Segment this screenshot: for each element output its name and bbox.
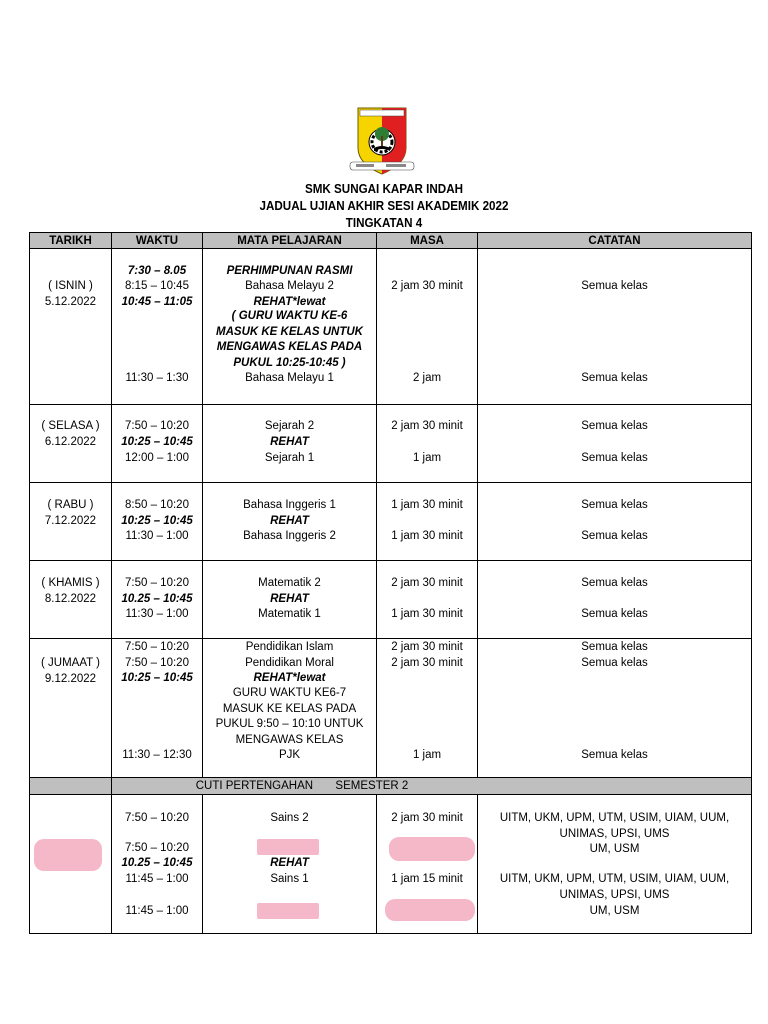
duration: 1 jam	[412, 452, 442, 464]
note: Semua kelas	[581, 372, 648, 384]
invigilation-note: GURU WAKTU KE6-7 MASUK KE KELAS PADA PUKUL 9:50 – 10:10 UNTUK MENGAWAS KELAS	[215, 687, 364, 746]
redaction-mark	[257, 839, 319, 855]
break-label: REHAT*lewat	[253, 672, 326, 684]
duration: 1 jam 30 minit	[391, 608, 463, 620]
invigilation-note: ( GURU WAKTU KE-6 MASUK KE KELAS UNTUK MENGAWAS KELAS PADA PUKUL 10:25-10:45 )	[216, 310, 363, 369]
day-label: ( ISNIN )	[48, 280, 93, 292]
subject: Bahasa Melayu 1	[245, 372, 334, 384]
duration: 2 jam 30 minit	[391, 641, 463, 653]
duration: 2 jam 30 minit	[391, 577, 463, 589]
subject: Sejarah 2	[264, 420, 315, 432]
duration: 2 jam 30 minit	[391, 657, 463, 669]
note: Semua kelas	[581, 420, 648, 432]
subject: Sains 1	[270, 873, 309, 885]
time-slot: 11:30 – 12:30	[122, 749, 192, 761]
duration: 1 jam 30 minit	[391, 499, 463, 511]
time-slot: 10.25 – 10:45	[121, 593, 193, 605]
table-row	[30, 561, 752, 639]
time-slot: 7:50 – 10:20	[125, 641, 189, 653]
duration: 1 jam 15 minit	[391, 873, 463, 885]
time-slot: 8:15 – 10:45	[125, 280, 189, 292]
break-label: REHAT	[270, 857, 309, 869]
time-slot: 11:30 – 1:30	[125, 372, 189, 384]
note: Semua kelas	[581, 452, 648, 464]
school-name: SMK SUNGAI KAPAR INDAH	[304, 182, 464, 196]
day-label: ( KHAMIS )	[41, 577, 100, 589]
subject: Matematik 2	[258, 577, 321, 589]
date-label: 5.12.2022	[44, 296, 97, 308]
holiday-label: CUTI PERTENGAHAN SEMESTER 2	[195, 780, 409, 792]
date-label: 9.12.2022	[44, 673, 97, 685]
column-header: TARIKH	[30, 233, 112, 249]
time-slot: 11:45 – 1:00	[125, 873, 189, 885]
day-label: ( JUMAAT )	[41, 657, 100, 669]
time-slot: 7:50 – 10:20	[125, 577, 189, 589]
break-label: REHAT*lewat	[253, 296, 326, 308]
time-slot: 10:45 – 11:05	[121, 296, 193, 308]
table-row	[30, 483, 752, 561]
table-row	[30, 639, 752, 778]
redaction-mark	[34, 839, 102, 871]
note: Semua kelas	[581, 577, 648, 589]
subject: Bahasa Inggeris 2	[243, 530, 336, 542]
exam-title: JADUAL UJIAN AKHIR SESI AKADEMIK 2022	[259, 199, 509, 213]
duration: 2 jam 30 minit	[391, 812, 463, 824]
holiday-row	[30, 778, 752, 795]
form-level: TINGKATAN 4	[345, 216, 423, 230]
subject: Pendidikan Moral	[245, 657, 334, 669]
day-label: ( RABU )	[47, 499, 94, 511]
time-slot: 10.25 – 10:45	[121, 857, 193, 869]
table-row	[30, 405, 752, 483]
subject: PERHIMPUNAN RASMI	[226, 265, 353, 277]
date-label: 8.12.2022	[44, 593, 97, 605]
column-header: WAKTU	[112, 233, 203, 249]
subject: Sejarah 1	[264, 452, 315, 464]
table-header-row	[30, 233, 752, 249]
subject: Sains 2	[270, 812, 309, 824]
university-list: UITM, UKM, UPM, UTM, USIM, UIAM, UUM, UNIMAS, UPSI, UMS	[499, 873, 730, 901]
time-slot: 7:30 – 8.05	[127, 265, 187, 277]
redaction-mark	[389, 837, 475, 861]
exam-schedule-table	[29, 232, 752, 934]
university-list: UM, USM	[589, 843, 640, 855]
time-slot: 10:25 – 10:45	[121, 515, 193, 527]
duration: 2 jam 30 minit	[391, 420, 463, 432]
subject: Bahasa Inggeris 1	[243, 499, 336, 511]
subject: Bahasa Melayu 2	[245, 280, 334, 292]
note: Semua kelas	[581, 641, 648, 653]
time-slot: 7:50 – 10:20	[125, 657, 189, 669]
note: Semua kelas	[581, 657, 648, 669]
time-slot: 7:50 – 10:20	[125, 842, 189, 854]
time-slot: 10:25 – 10:45	[121, 436, 193, 448]
school-crest-logo	[346, 104, 418, 178]
time-slot: 11:30 – 1:00	[125, 530, 189, 542]
table-row	[30, 795, 752, 934]
time-slot: 7:50 – 10:20	[125, 812, 189, 824]
time-slot: 12:00 – 1:00	[125, 452, 189, 464]
subject: Pendidikan Islam	[245, 641, 334, 653]
day-label: ( SELASA )	[41, 420, 100, 432]
university-list: UITM, UKM, UPM, UTM, USIM, UIAM, UUM, UNIMAS, UPSI, UMS	[499, 812, 730, 840]
subject: PJK	[278, 749, 301, 761]
note: Semua kelas	[581, 608, 648, 620]
subject: Matematik 1	[258, 608, 321, 620]
break-label: REHAT	[270, 593, 309, 605]
date-label: 7.12.2022	[44, 515, 97, 527]
column-header: MASA	[377, 233, 478, 249]
note: Semua kelas	[581, 499, 648, 511]
column-header: CATATAN	[478, 233, 752, 249]
redaction-mark	[257, 903, 319, 919]
note: Semua kelas	[581, 749, 648, 761]
time-slot: 11:45 – 1:00	[125, 905, 189, 917]
time-slot: 11:30 – 1:00	[125, 608, 189, 620]
table-row	[30, 249, 752, 405]
duration: 2 jam	[412, 372, 442, 384]
date-label: 6.12.2022	[44, 436, 97, 448]
break-label: REHAT	[270, 515, 309, 527]
redaction-mark	[385, 899, 475, 921]
note: Semua kelas	[581, 280, 648, 292]
time-slot: 8:50 – 10:20	[125, 499, 189, 511]
break-label: REHAT	[270, 436, 309, 448]
university-list: UM, USM	[589, 905, 640, 917]
duration: 2 jam 30 minit	[391, 280, 463, 292]
note: Semua kelas	[581, 530, 648, 542]
time-slot: 7:50 – 10:20	[125, 420, 189, 432]
time-slot: 10:25 – 10:45	[121, 672, 193, 684]
duration: 1 jam	[412, 749, 442, 761]
duration: 1 jam 30 minit	[391, 530, 463, 542]
column-header: MATA PELAJARAN	[203, 233, 377, 249]
